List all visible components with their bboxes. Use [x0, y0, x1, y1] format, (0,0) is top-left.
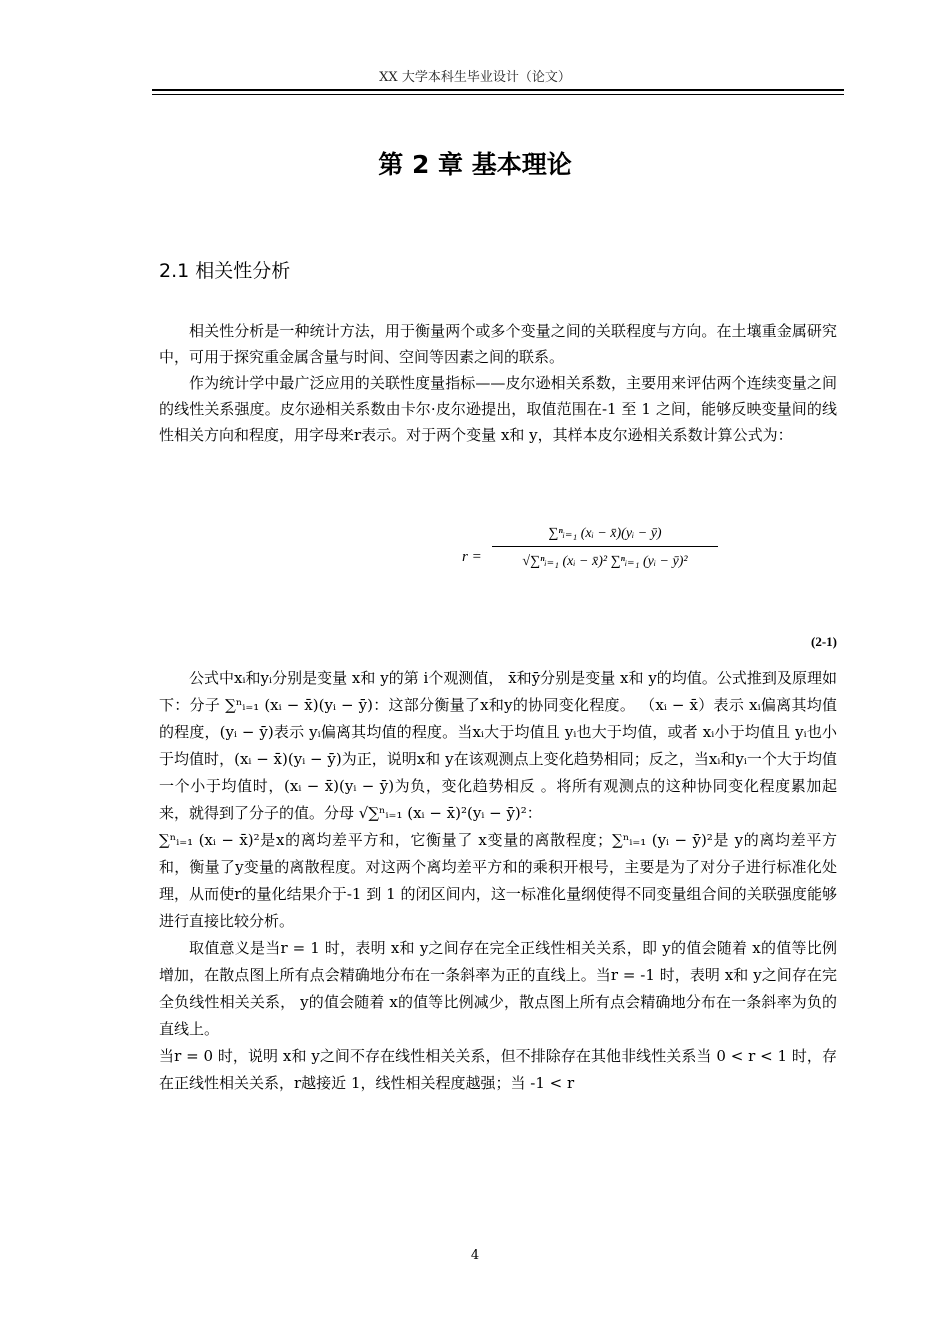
paragraph: 取值意义是当r = 1 时，表明 x和 y之间存在完全正线性相关关系，即 y的值会随着 x的值等比例增加，在散点图上所有点会精确地分布在一条斜率为正的直线上。当r = -1 时，表明 x和 y之间存在完全负线性相关关系， y的值会随着 x的值等比例减少，散点图上所有点会精确地分布在一条斜率为负的直线上。 — [159, 939, 837, 1038]
equation-number: (2-1) — [811, 634, 837, 649]
paragraph: 当r = 0 时，说明 x和 y之间不存在线性相关关系，但不排除存在其他非线性关系当 0 < r < 1 时，存在正线性相关关系，r越接近 1，线性相关程度越强；当 -1 < r — [159, 1047, 837, 1092]
formula-denominator: √∑ⁿᵢ₌₁ (xᵢ − x̄)² ∑ⁿᵢ₌₁ (yᵢ − ȳ)² — [522, 554, 688, 569]
section-title: 2.1 相关性分析 — [159, 260, 291, 282]
header-rule-thick — [152, 89, 844, 91]
paragraph: 相关性分析是一种统计方法，用于衡量两个或多个变量之间的关联程度与方向。在土壤重金属研究中，可用于探究重金属含量与时间、空间等因素之间的联系。 — [159, 322, 837, 366]
formula-lhs: r = — [462, 549, 482, 565]
paragraph: 公式中xᵢ和yᵢ分别是变量 x和 y的第 i个观测值， x̄和ȳ分别是变量 x和 y的均值。公式推到及原理如下：分子 ∑ⁿᵢ₌₁ (xᵢ − x̄)(yᵢ − ȳ)：这部分衡量了x和y的协同变化程度。 （xᵢ − x̄）表示 xᵢ偏离其均值的程度，(yᵢ − ȳ)表示 yᵢ偏离其均值的程度。当xᵢ大于均值且 yᵢ也大于均值，或者 xᵢ小于均值且 yᵢ也小于均值时，(xᵢ − x̄)(yᵢ − ȳ)为正，说明x和 y在该观测点上变化趋势相同；反之，当xᵢ和yᵢ一个大于均值一个小于均值时，(xᵢ − x̄)(yᵢ − ȳ)为负，变化趋势相反 。将所有观测点的这种协同变化程度累加起来，就得到了分子的值。分母 √∑ⁿᵢ₌₁ (xᵢ − x̄)²(yᵢ − ȳ)²： — [159, 669, 837, 822]
formula-fraction — [492, 525, 718, 570]
header-rule-thin — [152, 94, 844, 95]
page-header: XX 大学本科生毕业设计（论文） — [379, 70, 571, 85]
page-number: 4 — [470, 1248, 480, 1263]
paragraph: 作为统计学中最广泛应用的关联性度量指标——皮尔逊相关系数，主要用来评估两个连续变量之间的线性关系强度。皮尔逊相关系数由卡尔·皮尔逊提出，取值范围在-1 至 1 之间，能够反映变量间的线性相关方向和程度，用字母来r表示。对于两个变量 x和 y，其样本皮尔逊相关系数计算公式为： — [159, 374, 837, 444]
formula-numerator: ∑ⁿᵢ₌₁ (xᵢ − x̄)(yᵢ − ȳ) — [548, 526, 662, 541]
paragraph: ∑ⁿᵢ₌₁ (xᵢ − x̄)²是x的离均差平方和，它衡量了 x变量的离散程度；∑ⁿᵢ₌₁ (yᵢ − ȳ)²是 y的离均差平方和，衡量了y变量的离散程度。对这两个离均差平方和的乘积开根号，主要是为了对分子进行标准化处理，从而使r的量化结果介于-1 到 1 的闭区间内，这一标准化量纲使得不同变量组合间的关联强度能够进行直接比较分析。 — [159, 831, 837, 930]
intro-text — [159, 318, 837, 448]
pearson-formula — [462, 525, 722, 605]
chapter-title: 第 2 章 基本理论 — [378, 150, 572, 179]
explanation-text — [159, 665, 837, 1097]
